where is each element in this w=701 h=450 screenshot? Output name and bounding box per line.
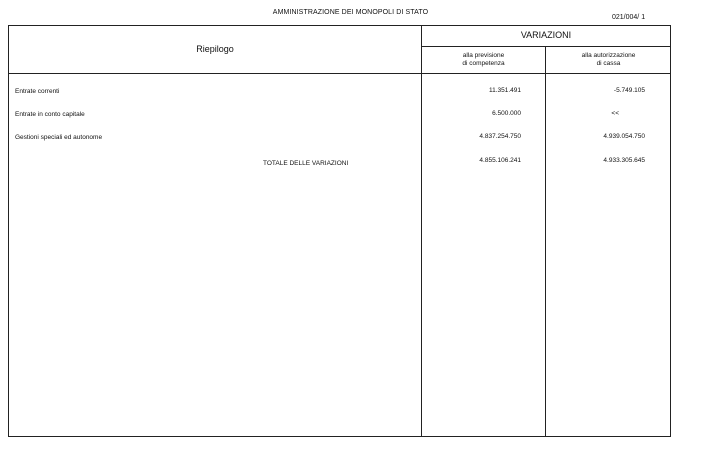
column-header-competenza: [422, 52, 545, 68]
row-value-cassa: <<: [611, 110, 619, 117]
row-label-entrate-correnti: Entrate correnti: [15, 88, 60, 95]
variazioni-heading: VARIAZIONI: [520, 30, 572, 40]
divider-variazioni: [421, 46, 671, 47]
column-header-competenza-line2: di competenza: [462, 60, 505, 67]
page-code: 021/004/ 1: [612, 14, 646, 21]
riepilogo-heading: Riepilogo: [196, 44, 234, 54]
total-label: TOTALE DELLE VARIAZIONI: [263, 160, 349, 167]
row-value-competenza: 11.351.491: [488, 87, 521, 94]
row-label-gestioni-speciali: Gestioni speciali ed autonome: [15, 134, 103, 141]
row-label-entrate-conto-capitale: Entrate in conto capitale: [15, 111, 85, 118]
column-header-cassa: [546, 52, 671, 68]
row-value-cassa: 4.939.054.750: [603, 133, 645, 140]
divider-columns: [545, 46, 546, 437]
column-header-competenza-line1: alla previsione: [462, 52, 505, 59]
row-value-competenza: 6.500.000: [492, 110, 521, 117]
total-value-cassa: 4.933.305.645: [603, 157, 645, 164]
document-title: AMMINISTRAZIONE DEI MONOPOLI DI STATO: [272, 9, 429, 16]
column-header-cassa-line2: di cassa: [596, 60, 621, 67]
divider-riepilogo: [421, 25, 422, 437]
column-header-cassa-line1: alla autorizzazione: [581, 52, 636, 59]
row-value-competenza: 4.837.254.750: [479, 133, 521, 140]
row-value-cassa: -5.749.105: [613, 87, 645, 94]
total-value-competenza: 4.855.106.241: [479, 157, 521, 164]
divider-header: [8, 73, 671, 74]
